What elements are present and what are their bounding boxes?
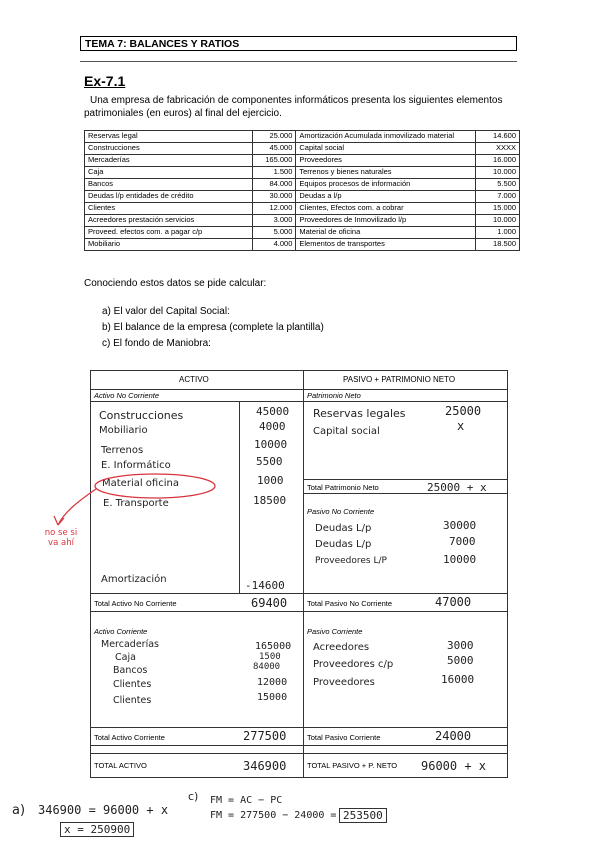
ac-value: 12000 bbox=[257, 677, 288, 688]
pc-item: Proveedores c/p bbox=[313, 659, 394, 670]
questions-lead: Conociendo estos datos se pide calcular: bbox=[84, 278, 267, 289]
anc-value: 45000 bbox=[256, 405, 290, 418]
table-cell: Caja bbox=[85, 167, 253, 179]
question-b: b) El balance de la empresa (complete la plantilla) bbox=[102, 322, 324, 333]
pn-title: Patrimonio Neto bbox=[307, 391, 361, 400]
table-cell: 5.500 bbox=[476, 179, 520, 191]
anc-value: 1000 bbox=[257, 474, 284, 487]
total-pc-value: 24000 bbox=[435, 729, 472, 743]
answer-a-equation: 346900 = 96000 + x bbox=[38, 803, 169, 817]
total-ac-label: Total Activo Corriente bbox=[94, 733, 165, 742]
anc-item: E. Informático bbox=[101, 460, 171, 471]
amort-label: Amortización bbox=[101, 574, 167, 585]
amort-value: -14600 bbox=[245, 579, 285, 592]
ac-item: Clientes bbox=[113, 695, 152, 706]
exercise-intro: Una empresa de fabricación de componentes informáticos presenta los siguientes elementos patrimoniales (en euros) al final del ejercicio. bbox=[84, 95, 503, 119]
exercise-title: Ex-7.1 bbox=[84, 73, 126, 89]
table-cell: 16.000 bbox=[476, 155, 520, 167]
table-cell: 10.000 bbox=[476, 167, 520, 179]
ac-item: Bancos bbox=[113, 665, 148, 676]
anc-value: 5500 bbox=[256, 455, 283, 468]
anc-value: 18500 bbox=[253, 494, 287, 507]
total-ac-value: 277500 bbox=[243, 729, 287, 743]
circle-annotation bbox=[95, 474, 215, 498]
ac-item: Clientes bbox=[113, 679, 152, 690]
anc-value: 10000 bbox=[254, 438, 288, 451]
table-cell: Acreedores prestación servicios bbox=[85, 215, 253, 227]
ac-value: 15000 bbox=[257, 692, 288, 703]
pc-item: Acreedores bbox=[313, 642, 370, 653]
table-cell: Proveed. efectos com. a pagar c/p bbox=[85, 227, 253, 239]
total-activo-value: 346900 bbox=[243, 759, 287, 773]
pc-value: 16000 bbox=[441, 673, 475, 686]
answer-c-calc: FM = 277500 − 24000 = bbox=[210, 810, 337, 821]
table-cell: Proveedores bbox=[296, 155, 476, 167]
table-cell: Bancos bbox=[85, 179, 253, 191]
table-cell: 18.500 bbox=[476, 239, 520, 251]
question-a: a) El valor del Capital Social: bbox=[102, 306, 230, 317]
pasivo-header: PASIVO + PATRIMONIO NETO bbox=[343, 375, 456, 384]
anc-item: Construcciones bbox=[99, 409, 184, 422]
topic-title: TEMA 7: BALANCES Y RATIOS bbox=[80, 36, 517, 51]
table-cell: 84.000 bbox=[252, 179, 296, 191]
pn-value: 25000 bbox=[445, 404, 482, 418]
table-cell: 5.000 bbox=[252, 227, 296, 239]
table-cell: Clientes bbox=[85, 203, 253, 215]
answer-a-label: a) bbox=[12, 803, 26, 818]
pc-value: 5000 bbox=[447, 654, 474, 667]
pc-title: Pasivo Corriente bbox=[307, 627, 363, 636]
table-cell: 14.600 bbox=[476, 131, 520, 143]
annotation-note: no se si va ahí bbox=[44, 528, 78, 548]
pnc-item: Deudas L/p bbox=[315, 539, 372, 550]
answer-c-label: c) bbox=[188, 790, 199, 803]
table-cell: 45.000 bbox=[252, 143, 296, 155]
pn-value: x bbox=[457, 419, 465, 433]
ac-item: Caja bbox=[115, 652, 136, 663]
pnc-value: 10000 bbox=[443, 553, 477, 566]
table-cell: Material de oficina bbox=[296, 227, 476, 239]
table-cell: Proveedores de Inmovilizado l/p bbox=[296, 215, 476, 227]
table-cell: Mobiliario bbox=[85, 239, 253, 251]
pnc-value: 30000 bbox=[443, 519, 477, 532]
pnc-value: 7000 bbox=[449, 535, 476, 548]
table-cell: 12.000 bbox=[252, 203, 296, 215]
anc-item: Mobiliario bbox=[99, 425, 148, 436]
table-cell: 25.000 bbox=[252, 131, 296, 143]
total-pnc-label: Total Pasivo No Corriente bbox=[307, 599, 393, 608]
table-cell: XXXX bbox=[476, 143, 520, 155]
pnc-item: Proveedores L/P bbox=[315, 556, 387, 566]
table-cell: Reservas legal bbox=[85, 131, 253, 143]
ac-item: Mercaderías bbox=[101, 639, 159, 650]
ac-value: 84000 bbox=[253, 662, 281, 672]
table-cell: 1.500 bbox=[252, 167, 296, 179]
total-pn-value: 25000 + x bbox=[427, 481, 487, 494]
table-cell: 1.000 bbox=[476, 227, 520, 239]
answer-a-result: x = 250900 bbox=[60, 822, 134, 837]
ac-value: 165000 bbox=[255, 641, 292, 652]
table-cell: Deudas l/p entidades de crédito bbox=[85, 191, 253, 203]
anc-item: Material oficina bbox=[102, 478, 179, 489]
table-cell: Terrenos y bienes naturales bbox=[296, 167, 476, 179]
total-anc-label: Total Activo No Corriente bbox=[94, 599, 177, 608]
activo-header: ACTIVO bbox=[179, 375, 209, 384]
total-pasivo-value: 96000 + x bbox=[421, 759, 487, 773]
answer-c-result: 253500 bbox=[339, 808, 387, 823]
anc-item: E. Transporte bbox=[103, 498, 169, 509]
anc-value: 4000 bbox=[259, 420, 286, 433]
ac-title: Activo Corriente bbox=[94, 627, 148, 636]
answer-c-formula: FM = AC − PC bbox=[210, 795, 283, 806]
table-cell: Amortización Acumulada inmovilizado material bbox=[296, 131, 476, 143]
table-cell: Elementos de transportes bbox=[296, 239, 476, 251]
anc-item: Terrenos bbox=[101, 445, 144, 456]
pc-value: 3000 bbox=[447, 639, 474, 652]
total-pn-label: Total Patrimonio Neto bbox=[307, 483, 379, 492]
table-cell: Construcciones bbox=[85, 143, 253, 155]
pnc-item: Deudas L/p bbox=[315, 523, 372, 534]
total-pc-label: Total Pasivo Corriente bbox=[307, 733, 381, 742]
total-anc-value: 69400 bbox=[251, 596, 288, 610]
table-cell: Clientes, Efectos com. a cobrar bbox=[296, 203, 476, 215]
pn-item: Capital social bbox=[313, 426, 380, 437]
table-cell: 30.000 bbox=[252, 191, 296, 203]
pnc-title: Pasivo No Corriente bbox=[307, 507, 375, 516]
pn-item: Reservas legales bbox=[313, 407, 406, 420]
question-c: c) El fondo de Maniobra: bbox=[102, 338, 211, 349]
table-cell: Deudas a l/p bbox=[296, 191, 476, 203]
table-cell: Mercaderías bbox=[85, 155, 253, 167]
arrow-annotation bbox=[58, 489, 96, 525]
total-activo-label: TOTAL ACTIVO bbox=[94, 761, 147, 770]
total-pasivo-label: TOTAL PASIVO + P. NETO bbox=[307, 761, 398, 770]
table-cell: Capital social bbox=[296, 143, 476, 155]
table-cell: Equipos procesos de información bbox=[296, 179, 476, 191]
pc-item: Proveedores bbox=[313, 677, 375, 688]
table-cell: 165.000 bbox=[252, 155, 296, 167]
anc-title: Activo No Corriente bbox=[94, 391, 160, 400]
table-cell: 15.000 bbox=[476, 203, 520, 215]
table-cell: 4.000 bbox=[252, 239, 296, 251]
table-cell: 7.000 bbox=[476, 191, 520, 203]
table-cell: 3.000 bbox=[252, 215, 296, 227]
total-pnc-value: 47000 bbox=[435, 595, 472, 609]
table-cell: 10.000 bbox=[476, 215, 520, 227]
ac-value: 1500 bbox=[259, 652, 281, 662]
